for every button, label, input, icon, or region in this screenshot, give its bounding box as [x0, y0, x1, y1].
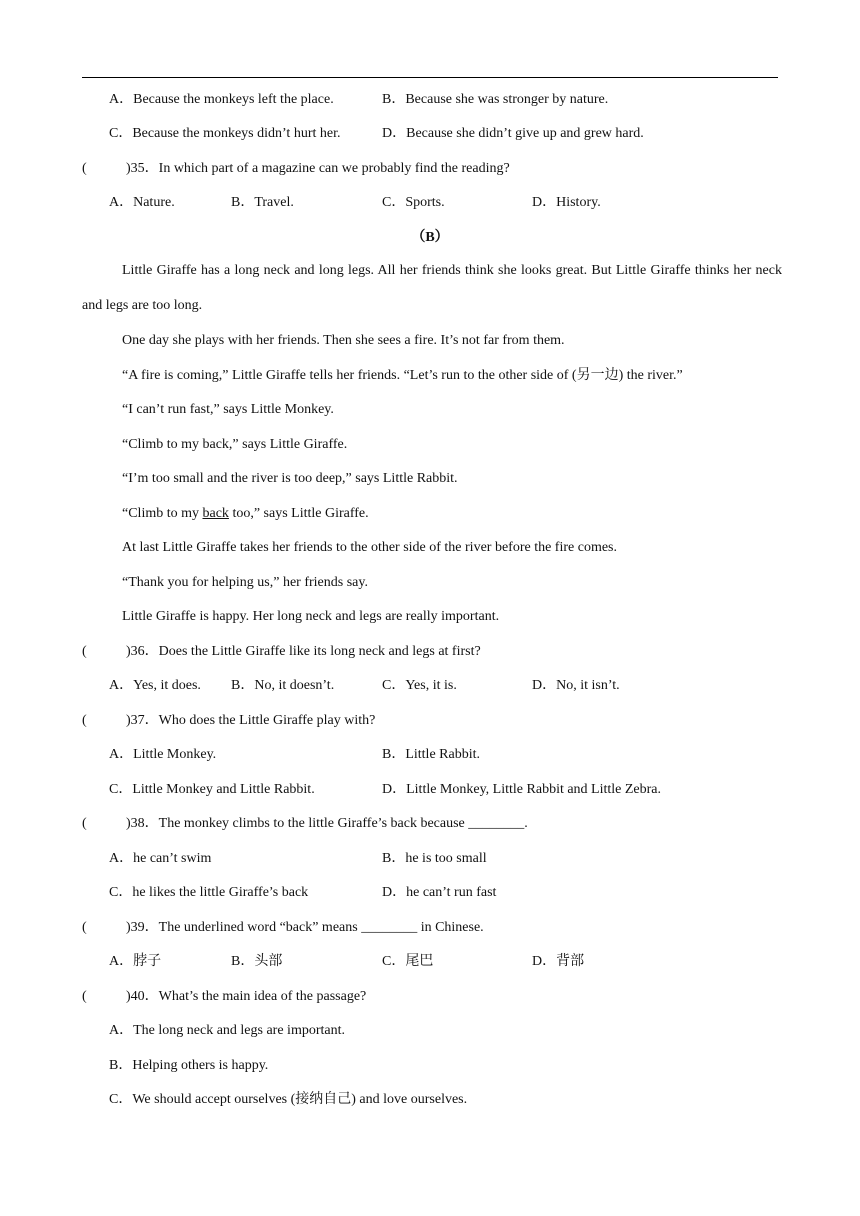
- q34-option-d: D．Because she didn’t give up and grew hard.: [382, 126, 644, 141]
- passage-paragraph-3: “A fire is coming,” Little Giraffe tells her friends. “Let’s run to the other side of (另一边) the river.”: [122, 368, 683, 383]
- q36-option-b: B．No, it doesn’t.: [231, 678, 335, 693]
- q35-answer-paren: (: [82, 161, 87, 176]
- q39-stem: )39．The underlined word “back” means ________ in Chinese.: [126, 920, 484, 935]
- passage-paragraph-6: “I’m too small and the river is too deep,” says Little Rabbit.: [122, 471, 458, 486]
- passage-paragraph-2: One day she plays with her friends. Then she sees a fire. It’s not far from them.: [122, 333, 565, 348]
- q39-option-c: C．尾巴: [382, 954, 434, 969]
- q38-option-b: B．he is too small: [382, 851, 487, 866]
- q39-answer-paren: (: [82, 920, 87, 935]
- q38-stem: )38．The monkey climbs to the little Giraffe’s back because ________.: [126, 816, 528, 831]
- q39-option-b: B．头部: [231, 954, 283, 969]
- q35-option-b: B．Travel.: [231, 195, 294, 210]
- q36-stem: )36．Does the Little Giraffe like its long neck and legs at first?: [126, 644, 481, 659]
- q38-option-c: C．he likes the little Giraffe’s back: [109, 885, 309, 900]
- p7-text-pre: “Climb to my: [122, 506, 203, 521]
- q37-option-d: D．Little Monkey, Little Rabbit and Little Zebra.: [382, 782, 662, 797]
- passage-paragraph-1: Little Giraffe has a long neck and long legs. All her friends think she looks great. But Little Giraffe thinks her neck and legs are too long.: [82, 263, 782, 313]
- q38-option-a: A．he can’t swim: [109, 851, 212, 866]
- q40-stem: )40．What’s the main idea of the passage?: [126, 989, 367, 1004]
- q39-option-a: A．脖子: [109, 954, 162, 969]
- q39-option-d: D．背部: [532, 954, 585, 969]
- header-rule: [82, 77, 778, 78]
- q40-option-a: A．The long neck and legs are important.: [109, 1023, 345, 1038]
- underlined-word-back: back: [202, 506, 229, 521]
- passage-paragraph-9: “Thank you for helping us,” her friends say.: [122, 575, 368, 590]
- q34-option-b: B．Because she was stronger by nature.: [382, 92, 609, 107]
- q34-option-c: C．Because the monkeys didn’t hurt her.: [109, 126, 341, 141]
- q38-answer-paren: (: [82, 816, 87, 831]
- section-heading-b: （B）: [411, 230, 449, 245]
- q40-option-b: B．Helping others is happy.: [109, 1058, 269, 1073]
- q37-answer-paren: (: [82, 713, 87, 728]
- q35-option-d: D．History.: [532, 195, 601, 210]
- q36-answer-paren: (: [82, 644, 87, 659]
- q38-option-d: D．he can’t run fast: [382, 885, 497, 900]
- q37-stem: )37．Who does the Little Giraffe play with?: [126, 713, 376, 728]
- q37-option-a: A．Little Monkey.: [109, 747, 217, 762]
- q40-answer-paren: (: [82, 989, 87, 1004]
- q36-option-d: D．No, it isn’t.: [532, 678, 620, 693]
- passage-paragraph-10: Little Giraffe is happy. Her long neck and legs are really important.: [122, 609, 500, 624]
- passage-paragraph-8: At last Little Giraffe takes her friends to the other side of the river before the fire comes.: [122, 540, 617, 555]
- q36-option-c: C．Yes, it is.: [382, 678, 457, 693]
- q35-stem: )35．In which part of a magazine can we probably find the reading?: [126, 161, 510, 176]
- q37-option-b: B．Little Rabbit.: [382, 747, 480, 762]
- q35-option-a: A．Nature.: [109, 195, 175, 210]
- q40-option-c: C．We should accept ourselves (接纳自己) and love ourselves.: [109, 1092, 468, 1107]
- q37-option-c: C．Little Monkey and Little Rabbit.: [109, 782, 315, 797]
- passage-paragraph-5: “Climb to my back,” says Little Giraffe.: [122, 437, 348, 452]
- q35-option-c: C．Sports.: [382, 195, 445, 210]
- passage-paragraph-4: “I can’t run fast,” says Little Monkey.: [122, 402, 334, 417]
- passage-paragraph-7: [122, 505, 369, 523]
- p7-text-post: too,” says Little Giraffe.: [228, 506, 369, 521]
- q36-option-a: A．Yes, it does.: [109, 678, 201, 693]
- q34-option-a: A．Because the monkeys left the place.: [109, 92, 334, 107]
